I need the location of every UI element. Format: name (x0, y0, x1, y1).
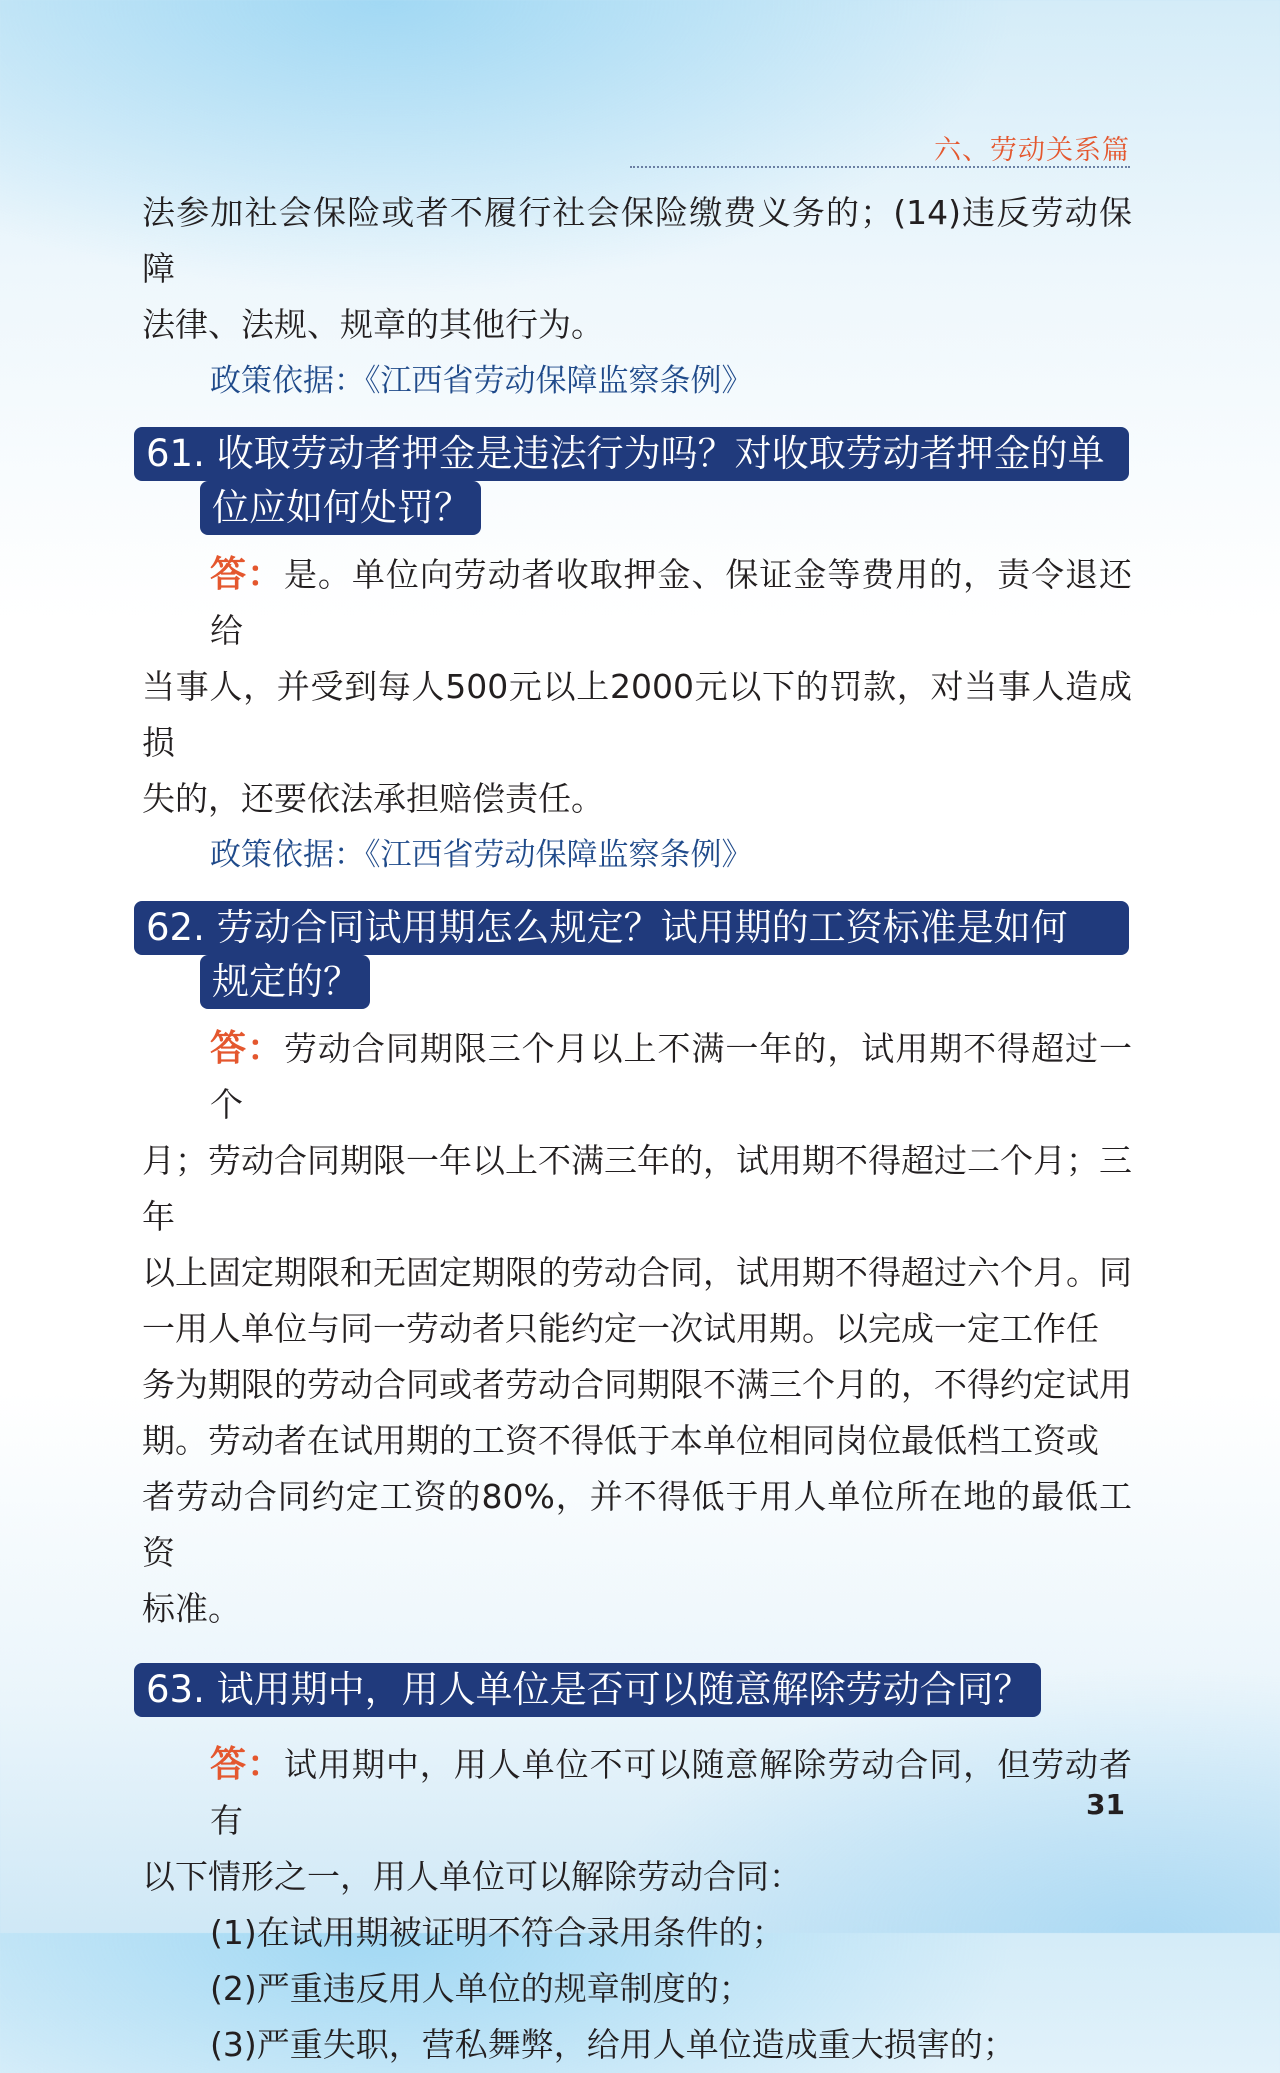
answer-63 (142, 1737, 1132, 1849)
answer-62 (142, 1021, 1132, 1133)
section-title: 六、劳动关系篇 (934, 135, 1130, 166)
answer-63-line-2: 以下情形之一，用人单位可以解除劳动合同： (142, 1857, 802, 1896)
answer-62-line-5: 务为期限的劳动合同或者劳动合同期限不满三个月的，不得约定试用 (142, 1365, 1132, 1404)
question-61-line-2: 位应如何处罚？ (200, 481, 481, 535)
list-item: (3)严重失职，营私舞弊，给用人单位造成重大损害的； (210, 2025, 1016, 2064)
answer-62-line-4: 一用人单位与同一劳动者只能约定一次试用期。以完成一定工作任 (142, 1309, 1099, 1348)
answer-61 (142, 547, 1132, 659)
answer-61-line-1: 是。单位向劳动者收取押金、保证金等费用的，责令退还给 (210, 555, 1132, 650)
answer-mark: 答： (210, 554, 284, 595)
answer-63-line-1: 试用期中，用人单位不可以随意解除劳动合同，但劳动者有 (210, 1745, 1132, 1840)
question-62-line-2: 规定的？ (200, 955, 370, 1009)
list-item: (2)严重违反用人单位的规章制度的； (210, 1969, 752, 2008)
question-62-line-1: 62. 劳动合同试用期怎么规定？试用期的工资标准是如何 (134, 901, 1129, 955)
question-61 (134, 427, 1132, 535)
intro-line-1: 法参加社会保险或者不履行社会保险缴费义务的；(14)违反劳动保障 (142, 193, 1132, 288)
section-divider (630, 166, 1130, 168)
question-62 (134, 901, 1132, 1009)
page-content (142, 185, 1132, 2073)
answer-62-line-2: 月；劳动合同期限一年以上不满三年的，试用期不得超过二个月；三年 (142, 1141, 1132, 1236)
answer-62-line-8: 标准。 (142, 1589, 241, 1628)
answer-62-line-1: 劳动合同期限三个月以上不满一年的，试用期不得超过一个 (210, 1029, 1132, 1124)
page-number: 31 (1086, 1788, 1125, 1821)
answer-62-line-6: 期。劳动者在试用期的工资不得低于本单位相同岗位最低档工资或 (142, 1421, 1099, 1460)
policy-reference: 政策依据：《江西省劳动保障监察条例》 (210, 363, 753, 399)
answer-62-line-7: 者劳动合同约定工资的80%，并不得低于用人单位所在地的最低工资 (142, 1477, 1132, 1572)
answer-61-line-3: 失的，还要依法承担赔偿责任。 (142, 779, 604, 818)
question-61-line-1: 61. 收取劳动者押金是违法行为吗？对收取劳动者押金的单 (134, 427, 1129, 481)
list-item: (1)在试用期被证明不符合录用条件的； (210, 1913, 785, 1952)
answer-62-line-3: 以上固定期限和无固定期限的劳动合同，试用期不得超过六个月。同 (142, 1253, 1132, 1292)
question-63-line-1: 63. 试用期中，用人单位是否可以随意解除劳动合同？ (134, 1663, 1041, 1717)
question-63 (134, 1663, 1132, 1717)
answer-61-line-2: 当事人，并受到每人500元以上2000元以下的罚款，对当事人造成损 (142, 667, 1132, 762)
policy-reference: 政策依据：《江西省劳动保障监察条例》 (210, 837, 753, 873)
intro-line-2: 法律、法规、规章的其他行为。 (142, 305, 604, 344)
answer-mark: 答： (210, 1744, 284, 1785)
answer-mark: 答： (210, 1028, 284, 1069)
